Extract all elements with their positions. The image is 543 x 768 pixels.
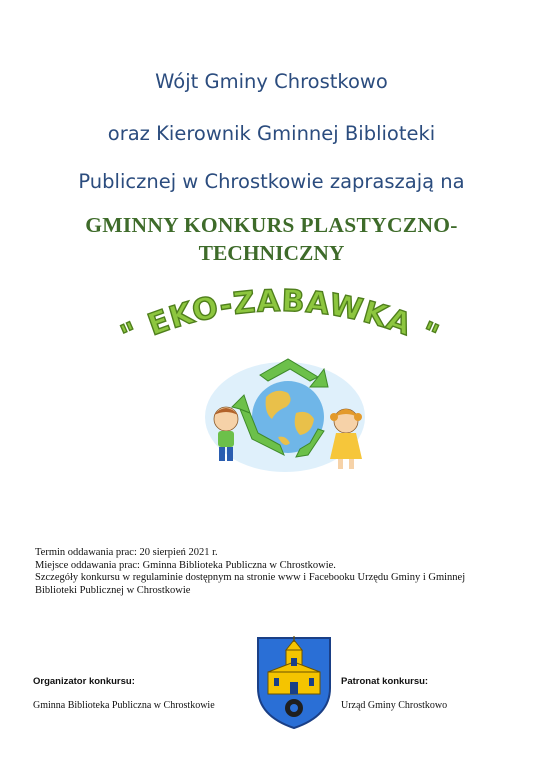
organizer-value: Gminna Biblioteka Publiczna w Chrostkowie xyxy=(33,700,215,711)
contest-heading-line-2: TECHNICZNY xyxy=(198,241,345,265)
patron-value: Urząd Gminy Chrostkowo xyxy=(341,700,448,711)
intro-line-3: Publicznej w Chrostkowie zapraszają na xyxy=(78,170,465,193)
recycling-earth-children-icon xyxy=(200,347,370,477)
intro-line-1: Wójt Gminy Chrostkowo xyxy=(155,70,388,93)
contest-info xyxy=(35,547,515,597)
contest-heading-line-1: GMINNY KONKURS PLASTYCZNO- xyxy=(85,213,458,237)
details-text-2: Biblioteki Publicznej w Chrostkowie xyxy=(35,584,191,596)
patron-label: Patronat konkursu: xyxy=(341,676,429,687)
deadline-text: Termin oddawania prac: 20 sierpień 2021 r. xyxy=(35,547,218,558)
contest-title-text: " EKO-ZABAWKA " xyxy=(115,283,445,355)
svg-text:" EKO-ZABAWKA " xyxy=(116,284,445,354)
details-text-1: Szczegóły konkursu w regulaminie dostępnym na stronie www i Facebooku Urzędu Gminy i Gminnej xyxy=(35,572,466,583)
place-text: Miejsce oddawania prac: Gminna Biblioteka Publiczna w Chrostkowie. xyxy=(35,559,336,571)
organizer-label: Organizator konkursu: xyxy=(33,676,135,687)
coat-of-arms-icon xyxy=(256,636,332,730)
intro-line-2: oraz Kierownik Gminnej Biblioteki xyxy=(107,122,436,145)
